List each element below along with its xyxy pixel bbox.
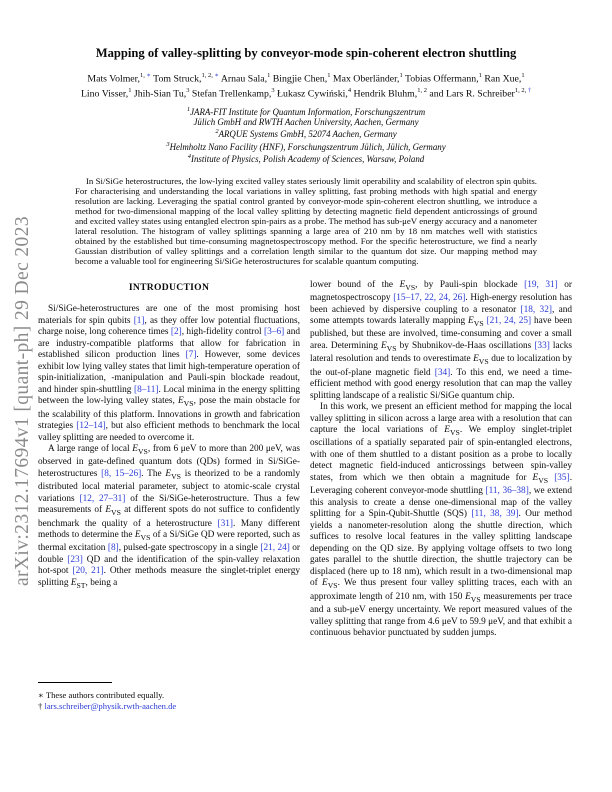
citation-link[interactable]: [3–6] (264, 327, 285, 338)
citation-link[interactable]: [20, 21] (72, 566, 104, 577)
section-heading-introduction: INTRODUCTION (128, 281, 210, 293)
arxiv-stamp: arXiv:2312.17694v1 [quant-ph] 29 Dec 2023 (12, 215, 33, 587)
abstract: In Si/SiGe heterostructures, the low-lying excited valley states seriously limit operability and scalability of electron spin qubits. For characterising and understanding the local variations in valley splitting, fast probing methods with high spatial and energy resolution are lacking. Leveraging the spatial control granted by conveyor-mode spin-coherent electron shuttling, we introduce a method for two-dimensional mapping of the local valley splitting by detecting magnetic field dependent anticrossings of ground and excited valley states using entangled electron spin-pairs as a probe. The method has sub-μeV energy accuracy and a nanometer lateral resolution. The histogram of valley splittings spanning a large area of 210 nm by 18 nm matches well with statistics obtained by the established but time-consuming magnetospectroscopy method. For the specific heterostructure, we find a nearly Gaussian distribution of valley splittings and a correlation length similar to the quantum dot size. Our mapping method may become a valuable tool for engineering Si/SiGe heterostructures for scalable quantum computing. (75, 176, 537, 266)
citation-link[interactable]: [8, 15–26] (101, 468, 142, 479)
body-paragraph: A large range of local $E_{VS}$, from 6 μeV to more than 200 μeV, was observed in gate-defined quantum dots (QDs) formed in Si/SiGe-heterostructures [8, 15–26]. The $E_{VS}$ is theorized to be a randomly distributed local material parameter, subject to atomic-scale crystal variations [12, 27–31] of the Si/SiGe-heterostructure. Thus a few measurements of $E_{VS}$ at different spots do not suffice to confidently benchmark the quality of a heterostructure [31]. Many different methods to determine the $E_{VS}$ of a Si/SiGe QD were reported, such as thermal excitation [8], pulsed-gate spectroscopy in a single [21, 24] or double [23] QD and the identification of the spin-valley relaxation hot-spot [20, 21]. Other methods measure the singlet-triplet energy splitting $E_{ST}$, being a (38, 444, 300, 590)
body-paragraph: In this work, we present an efficient method for mapping the local valley splitting in silicon across a large area with a resolution that can capture the local variations of $E_{VS}$. We employ singlet-triplet oscillations of a spatially separated pair of spin-entangled electrons, with one of them shuttled to a distant position as a probe to locally detect magnetic field-induced anticrossings between spin-valley states, from which we then obtain a magnitude for $E_{VS}$ [35]. Leveraging coherent conveyor-mode shuttling [11, 36–38], we extend this analysis to create a dense one-dimensional map of the valley splitting for a Spin-Qubit-Shuttle (SQS) [11, 38, 39]. Our method yields a nanometer-resolution along the shuttle direction, which suffices to resolve local features in the valley splitting landscape depending on the QD size. By applying voltage offsets to two long gates parallel to the shuttle direction, the shuttle trajectory can be displaced (here up to 18 nm), which result in a two-dimensional map of $E_{VS}$. We thus present four valley splitting traces, each with an approximate length of 210 nm, with 150 $E_{VS}$ measurements per trace and a sub-μeV energy uncertainty. We report measured values of the valley splitting that range from 4.6 μeV to 59.9 μeV, and that exhibit a continuous behavior punctuated by sudden jumps. (310, 402, 572, 639)
citation-link[interactable]: [12–14] (76, 421, 106, 432)
citation-link[interactable]: [31] (217, 518, 234, 529)
footnote-rule (38, 682, 112, 683)
footnote-block (38, 678, 300, 711)
two-column-body (38, 280, 574, 732)
author-line-2: Lino Visser,$^1$ Jhih-Sian Tu,$^3$ Stefan Trellenkamp,$^3$ Łukasz Cywiński,$^4$ Hendrik Bluhm,$^{1, 2}$ and Lars R. Schreiber$^{1, 2, \dagger}$ (80, 86, 532, 100)
body-paragraph: Si/SiGe-heterostructures are one of the most promising host materials for spin qubits [1], as they offer low potential fluctuations, charge noise, long coherence times [2], high-fidelity control [3–6] and are industry-compatible platforms that allow for fabrication in established silicon production lines [7]. However, some devices exhibit low lying valley states that limit high-temperature operation of spin-initialization, -manipulation and Pauli-spin blockade readout, and hinder spin-shuttling [8–11]. Local minima in the energy splitting between the low-lying valley states, $E_{VS}$, pose the main obstacle for the scalability of this platform. Innovations in growth and fabrication strategies [12–14], but also efficient methods to benchmark the local valley splitting are needed to overcome it. (38, 304, 300, 443)
affiliation-line: $^4$Institute of Physics, Polish Academy of Sciences, Warsaw, Poland (187, 152, 425, 164)
affiliation-block (30, 105, 582, 164)
citation-link[interactable]: [1] (133, 315, 145, 326)
citation-link[interactable]: [23] (67, 554, 83, 565)
citation-link[interactable]: [11, 38, 39] (471, 509, 519, 520)
footnote-email: † lars.schreiber@physik.rwth-aachen.de (38, 700, 177, 711)
citation-link[interactable]: [15–17, 22, 24, 26] (393, 293, 466, 304)
affiliation-line: Jülich GmbH and RWTH Aachen University, Aachen, Germany (193, 116, 419, 127)
affiliation-line: $^3$Helmholtz Nano Facility (HNF), Forschungszentrum Jülich, Jülich, Germany (166, 140, 446, 152)
link[interactable]: ∗ (214, 72, 219, 79)
citation-link[interactable]: [2] (170, 327, 182, 338)
citation-link[interactable]: [33] (534, 340, 550, 351)
author-block (26, 70, 586, 100)
body-paragraph: lower bound of the $E_{VS}$, by Pauli-spin blockade [19, 31] or magnetospectroscopy [15–17, 22, 24, 26]. High-energy resolution has been achieved by dispersive coupling to a resonator [18, 32], and some attempts towards laterally mapping $E_{VS}$ [21, 24, 25] have been published, but these are involved, time-consuming and cover a small area. Determining $E_{VS}$ by Shubnikov-de-Haas oscillations [33] lacks lateral resolution and tends to overestimate $E_{VS}$ due to localization by the out-of-plane magnetic field [34]. To this end, we need a time-efficient method with good energy resolution that can map the valley splitting landscape of a realistic Si/SiGe quantum chip. (310, 279, 572, 401)
author-line-1: Mats Volmer,$^{1, ∗}$ Tom Struck,$^{1, 2, ∗}$ Arnau Sala,$^1$ Bingjie Chen,$^1$ Max Oberländer,$^1$ Tobias Offermann,$^1$ Ran Xue,$^1$ (87, 72, 525, 85)
paper-title: Mapping of valley-splitting by conveyor-mode spin-coherent electron shuttling (95, 46, 517, 60)
link[interactable]: lars.schreiber@physik.rwth-aachen.de (44, 700, 177, 711)
citation-link[interactable]: [21, 24, 25] (486, 316, 532, 327)
right-column (310, 280, 572, 732)
citation-link[interactable]: [34] (434, 367, 451, 378)
citation-link[interactable]: [18, 32] (520, 304, 552, 315)
citation-link[interactable]: [8] (107, 543, 119, 554)
affiliation-line: $^1$JARA-FIT Institute for Quantum Information, Forschungszentrum (186, 105, 426, 117)
citation-link[interactable]: [19, 31] (524, 279, 558, 290)
citation-link[interactable]: [12, 27–31] (79, 493, 126, 504)
citation-link[interactable]: [11, 36–38] (485, 486, 529, 497)
link[interactable]: ∗ (146, 72, 151, 79)
left-column (38, 280, 300, 732)
citation-link[interactable]: [21, 24] (260, 543, 290, 554)
affiliation-line: $^2$ARQUE Systems GmbH, 52074 Aachen, Germany (215, 128, 397, 140)
citation-link[interactable]: [8–11] (134, 384, 159, 395)
citation-link[interactable]: [35] (554, 472, 570, 483)
citation-link[interactable]: [7] (185, 350, 197, 361)
footnote-equal-contribution: ∗ These authors contributed equally. (38, 690, 165, 700)
link[interactable]: † (527, 86, 532, 94)
